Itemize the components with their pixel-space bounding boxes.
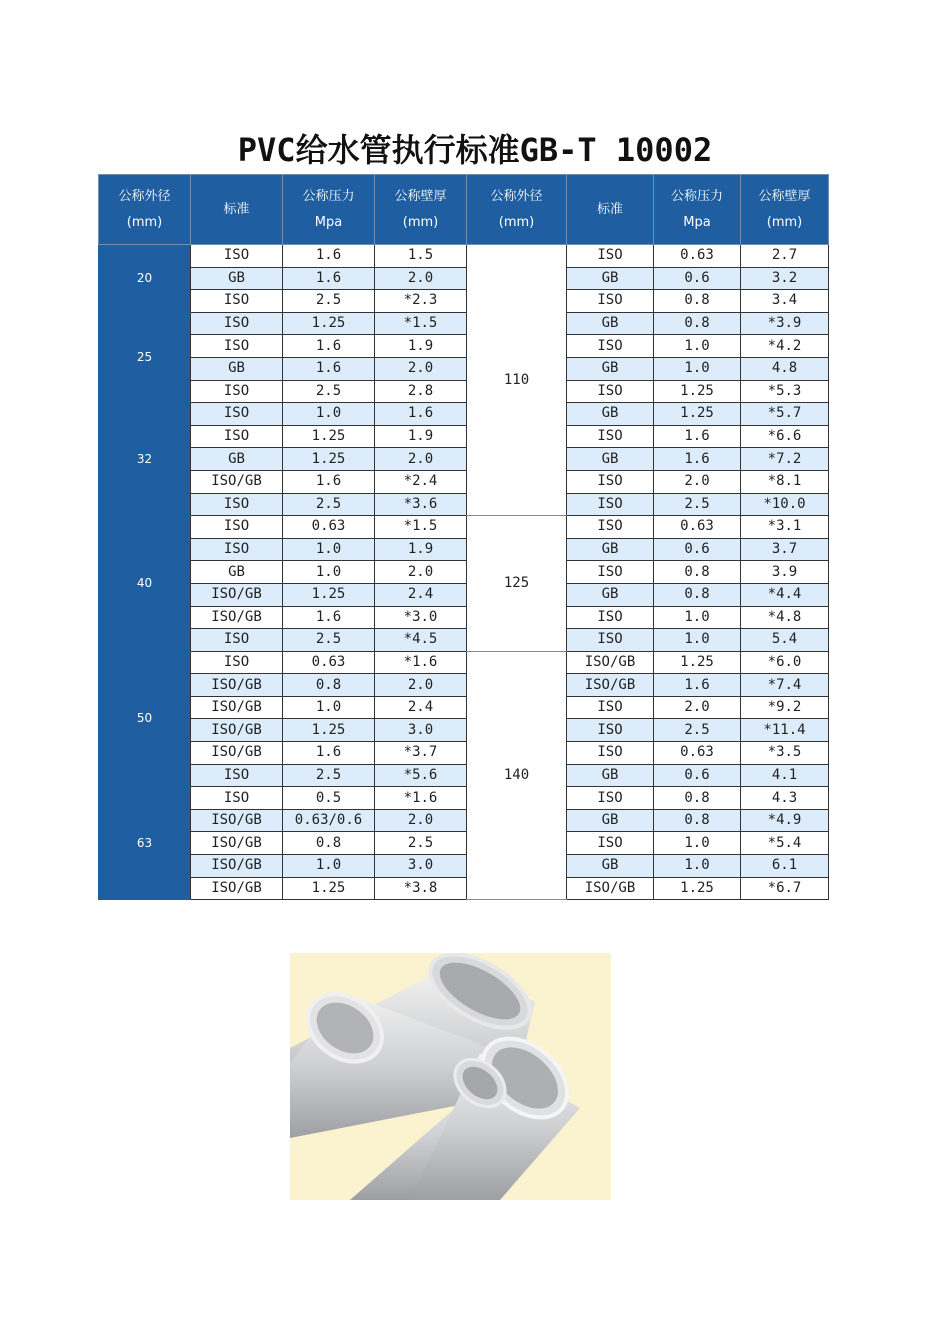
wall-thickness-cell: *4.2 <box>741 335 829 358</box>
pressure-cell: 1.25 <box>283 312 375 335</box>
standard-cell: ISO/GB <box>191 606 283 629</box>
wall-thickness-cell: 3.2 <box>741 267 829 290</box>
wall-thickness-cell: 2.0 <box>375 357 467 380</box>
table-row <box>99 425 829 448</box>
standard-cell: ISO/GB <box>191 742 283 765</box>
standard-cell: ISO <box>191 493 283 516</box>
wall-thickness-cell: 2.8 <box>375 380 467 403</box>
standard-cell: ISO/GB <box>191 877 283 900</box>
table-row <box>99 538 829 561</box>
table-row <box>99 651 829 674</box>
table-row <box>99 629 829 652</box>
standard-cell: ISO <box>567 832 654 855</box>
column-header <box>467 175 567 245</box>
pvc-pipes-image <box>290 953 611 1200</box>
wall-thickness-cell: *1.6 <box>375 651 467 674</box>
table-row <box>99 855 829 878</box>
standard-cell: ISO/GB <box>191 696 283 719</box>
wall-thickness-cell: *6.6 <box>741 425 829 448</box>
column-header-label: 公称外径 <box>118 188 171 204</box>
wall-thickness-cell: 1.9 <box>375 335 467 358</box>
table-row <box>99 290 829 313</box>
standard-cell: ISO <box>567 516 654 539</box>
outer-diameter-cell: 125 <box>467 516 567 652</box>
standard-cell: GB <box>567 855 654 878</box>
pressure-cell: 1.6 <box>654 448 741 471</box>
standard-cell: ISO <box>567 629 654 652</box>
column-header-unit: (mm) <box>498 214 535 230</box>
pressure-cell: 0.63/0.6 <box>283 809 375 832</box>
column-header-unit: (mm) <box>126 214 163 230</box>
standard-cell: ISO <box>567 245 654 268</box>
pressure-cell: 1.6 <box>654 425 741 448</box>
outer-diameter-cell: 40 <box>99 516 191 652</box>
standard-cell: ISO/GB <box>567 674 654 697</box>
standard-cell: ISO <box>567 470 654 493</box>
pressure-cell: 1.6 <box>283 267 375 290</box>
wall-thickness-cell: *7.2 <box>741 448 829 471</box>
table-row <box>99 335 829 358</box>
pressure-cell: 1.0 <box>654 606 741 629</box>
table-row <box>99 448 829 471</box>
standard-cell: ISO <box>567 380 654 403</box>
wall-thickness-cell: 2.4 <box>375 583 467 606</box>
wall-thickness-cell: *5.4 <box>741 832 829 855</box>
column-header-label: 公称外径 <box>490 188 543 204</box>
wall-thickness-cell: 3.0 <box>375 855 467 878</box>
wall-thickness-cell: *3.9 <box>741 312 829 335</box>
pvc-pipes-photo <box>290 953 611 1200</box>
standard-cell: ISO/GB <box>567 651 654 674</box>
pressure-cell: 1.0 <box>654 357 741 380</box>
column-header-label: 公称壁厚 <box>758 188 811 204</box>
pressure-cell: 0.6 <box>654 267 741 290</box>
wall-thickness-cell: *3.7 <box>375 742 467 765</box>
pressure-cell: 0.63 <box>283 516 375 539</box>
standard-cell: ISO <box>567 290 654 313</box>
wall-thickness-cell: *5.7 <box>741 403 829 426</box>
wall-thickness-cell: *2.3 <box>375 290 467 313</box>
outer-diameter-cell: 32 <box>99 403 191 516</box>
standard-cell: GB <box>567 403 654 426</box>
table-row <box>99 380 829 403</box>
wall-thickness-cell: *3.1 <box>741 516 829 539</box>
standard-cell: ISO <box>191 335 283 358</box>
pressure-cell: 1.0 <box>654 629 741 652</box>
table-body <box>99 245 829 900</box>
wall-thickness-cell: 5.4 <box>741 629 829 652</box>
wall-thickness-cell: 4.1 <box>741 764 829 787</box>
pressure-cell: 0.8 <box>654 561 741 584</box>
wall-thickness-cell: 2.0 <box>375 809 467 832</box>
standard-cell: GB <box>191 267 283 290</box>
wall-thickness-cell: 2.0 <box>375 561 467 584</box>
wall-thickness-cell: 4.8 <box>741 357 829 380</box>
pipe-spec-table <box>98 174 829 900</box>
wall-thickness-cell: *6.7 <box>741 877 829 900</box>
table-row <box>99 764 829 787</box>
wall-thickness-cell: *3.8 <box>375 877 467 900</box>
standard-cell: ISO <box>567 493 654 516</box>
standard-cell: ISO <box>191 425 283 448</box>
pressure-cell: 1.25 <box>283 448 375 471</box>
outer-diameter-cell: 25 <box>99 312 191 402</box>
wall-thickness-cell: 2.0 <box>375 267 467 290</box>
pressure-cell: 0.8 <box>654 312 741 335</box>
standard-cell: ISO <box>191 516 283 539</box>
standard-cell: GB <box>567 538 654 561</box>
wall-thickness-cell: 3.7 <box>741 538 829 561</box>
wall-thickness-cell: *2.4 <box>375 470 467 493</box>
table-row <box>99 674 829 697</box>
standard-cell: ISO <box>191 245 283 268</box>
outer-diameter-cell: 20 <box>99 245 191 313</box>
standard-cell: ISO <box>191 403 283 426</box>
pressure-cell: 1.25 <box>654 651 741 674</box>
column-header-label: 标准 <box>223 201 250 217</box>
standard-cell: ISO <box>567 719 654 742</box>
pressure-cell: 0.5 <box>283 787 375 810</box>
pressure-cell: 2.0 <box>654 696 741 719</box>
pressure-cell: 1.6 <box>283 606 375 629</box>
pressure-cell: 0.6 <box>654 538 741 561</box>
standard-cell: ISO <box>567 742 654 765</box>
wall-thickness-cell: 3.0 <box>375 719 467 742</box>
outer-diameter-cell: 50 <box>99 651 191 787</box>
pressure-cell: 1.6 <box>283 357 375 380</box>
wall-thickness-cell: 4.3 <box>741 787 829 810</box>
pressure-cell: 1.6 <box>283 245 375 268</box>
wall-thickness-cell: *3.5 <box>741 742 829 765</box>
pressure-cell: 1.6 <box>654 674 741 697</box>
standard-cell: ISO <box>191 380 283 403</box>
wall-thickness-cell: 1.9 <box>375 538 467 561</box>
table-row <box>99 787 829 810</box>
pressure-cell: 0.8 <box>283 674 375 697</box>
table-row <box>99 312 829 335</box>
wall-thickness-cell: 2.0 <box>375 674 467 697</box>
wall-thickness-cell: 2.7 <box>741 245 829 268</box>
standard-cell: ISO <box>567 425 654 448</box>
wall-thickness-cell: *6.0 <box>741 651 829 674</box>
wall-thickness-cell: 1.5 <box>375 245 467 268</box>
standard-cell: ISO/GB <box>191 470 283 493</box>
standard-cell: ISO <box>567 606 654 629</box>
standard-cell: ISO <box>191 290 283 313</box>
standard-cell: GB <box>567 583 654 606</box>
table-row <box>99 403 829 426</box>
column-header-unit: (mm) <box>766 214 803 230</box>
table-row <box>99 606 829 629</box>
pressure-cell: 1.0 <box>654 832 741 855</box>
standard-cell: ISO/GB <box>191 855 283 878</box>
column-header-label: 标准 <box>596 201 623 217</box>
column-header-unit: Mpa <box>683 214 711 230</box>
pressure-cell: 1.0 <box>654 855 741 878</box>
wall-thickness-cell: *7.4 <box>741 674 829 697</box>
wall-thickness-cell: 2.5 <box>375 832 467 855</box>
pressure-cell: 0.6 <box>654 764 741 787</box>
standard-cell: GB <box>567 357 654 380</box>
standard-cell: ISO/GB <box>191 832 283 855</box>
column-header <box>191 175 283 245</box>
wall-thickness-cell: 3.9 <box>741 561 829 584</box>
standard-cell: ISO <box>567 561 654 584</box>
column-header <box>375 175 467 245</box>
wall-thickness-cell: *9.2 <box>741 696 829 719</box>
table-row <box>99 696 829 719</box>
wall-thickness-cell: *4.8 <box>741 606 829 629</box>
wall-thickness-cell: *4.9 <box>741 809 829 832</box>
column-header-unit: (mm) <box>402 214 439 230</box>
pressure-cell: 1.25 <box>283 719 375 742</box>
pressure-cell: 1.0 <box>654 335 741 358</box>
table-row <box>99 470 829 493</box>
standard-cell: GB <box>191 448 283 471</box>
pressure-cell: 2.0 <box>654 470 741 493</box>
column-header <box>567 175 654 245</box>
standard-cell: ISO <box>191 787 283 810</box>
pressure-cell: 1.6 <box>283 470 375 493</box>
outer-diameter-cell: 110 <box>467 245 567 516</box>
wall-thickness-cell: *1.5 <box>375 516 467 539</box>
pressure-cell: 1.6 <box>283 335 375 358</box>
pressure-cell: 1.0 <box>283 403 375 426</box>
standard-cell: GB <box>191 561 283 584</box>
wall-thickness-cell: 1.6 <box>375 403 467 426</box>
wall-thickness-cell: *3.6 <box>375 493 467 516</box>
pressure-cell: 1.0 <box>283 855 375 878</box>
table-row <box>99 877 829 900</box>
pressure-cell: 0.63 <box>654 516 741 539</box>
column-header-label: 公称压力 <box>302 188 355 204</box>
standard-cell: ISO <box>191 538 283 561</box>
wall-thickness-cell: *4.5 <box>375 629 467 652</box>
standard-cell: ISO <box>191 629 283 652</box>
table-row <box>99 719 829 742</box>
pressure-cell: 1.0 <box>283 538 375 561</box>
standard-cell: ISO <box>191 764 283 787</box>
column-header-unit: Mpa <box>314 214 343 230</box>
table-row <box>99 245 829 268</box>
pressure-cell: 0.8 <box>654 583 741 606</box>
pressure-cell: 0.63 <box>283 651 375 674</box>
table-row <box>99 832 829 855</box>
pressure-cell: 1.25 <box>654 877 741 900</box>
pressure-cell: 0.63 <box>654 245 741 268</box>
standard-cell: ISO <box>191 312 283 335</box>
table-row <box>99 493 829 516</box>
standard-cell: GB <box>191 357 283 380</box>
column-header <box>654 175 741 245</box>
table-row <box>99 267 829 290</box>
standard-cell: ISO/GB <box>191 809 283 832</box>
wall-thickness-cell: *8.1 <box>741 470 829 493</box>
wall-thickness-cell: *1.5 <box>375 312 467 335</box>
wall-thickness-cell: 6.1 <box>741 855 829 878</box>
wall-thickness-cell: 3.4 <box>741 290 829 313</box>
pressure-cell: 1.0 <box>283 561 375 584</box>
pressure-cell: 1.25 <box>283 877 375 900</box>
pressure-cell: 0.8 <box>654 290 741 313</box>
pressure-cell: 2.5 <box>283 380 375 403</box>
table-row <box>99 516 829 539</box>
pressure-cell: 2.5 <box>654 719 741 742</box>
standard-cell: ISO <box>567 335 654 358</box>
pressure-cell: 1.6 <box>283 742 375 765</box>
pressure-cell: 2.5 <box>283 493 375 516</box>
pressure-cell: 0.8 <box>654 787 741 810</box>
wall-thickness-cell: *5.6 <box>375 764 467 787</box>
standard-cell: ISO <box>191 651 283 674</box>
outer-diameter-cell: 140 <box>467 651 567 900</box>
pressure-cell: 2.5 <box>283 764 375 787</box>
pressure-cell: 1.25 <box>654 380 741 403</box>
table-header-row <box>99 175 829 245</box>
pressure-cell: 0.8 <box>283 832 375 855</box>
page-title: PVC给水管执行标准GB-T 10002 <box>237 131 713 169</box>
wall-thickness-cell: *1.6 <box>375 787 467 810</box>
wall-thickness-cell: *4.4 <box>741 583 829 606</box>
standard-cell: ISO <box>567 696 654 719</box>
pressure-cell: 1.0 <box>283 696 375 719</box>
table-row <box>99 357 829 380</box>
table-row <box>99 583 829 606</box>
standard-cell: ISO <box>567 787 654 810</box>
column-header <box>99 175 191 245</box>
wall-thickness-cell: *3.0 <box>375 606 467 629</box>
table-row <box>99 561 829 584</box>
wall-thickness-cell: 1.9 <box>375 425 467 448</box>
table-row <box>99 809 829 832</box>
standard-cell: ISO/GB <box>191 719 283 742</box>
pressure-cell: 2.5 <box>654 493 741 516</box>
wall-thickness-cell: *10.0 <box>741 493 829 516</box>
standard-cell: GB <box>567 448 654 471</box>
standard-cell: ISO/GB <box>191 583 283 606</box>
column-header-label: 公称压力 <box>670 188 723 204</box>
column-header-label: 公称壁厚 <box>394 188 447 204</box>
pressure-cell: 1.25 <box>283 425 375 448</box>
column-header <box>283 175 375 245</box>
pressure-cell: 0.8 <box>654 809 741 832</box>
table-row <box>99 742 829 765</box>
standard-cell: GB <box>567 312 654 335</box>
pressure-cell: 2.5 <box>283 290 375 313</box>
standard-cell: GB <box>567 267 654 290</box>
standard-cell: ISO/GB <box>567 877 654 900</box>
pressure-cell: 0.63 <box>654 742 741 765</box>
wall-thickness-cell: 2.0 <box>375 448 467 471</box>
pressure-cell: 1.25 <box>654 403 741 426</box>
pressure-cell: 1.25 <box>283 583 375 606</box>
wall-thickness-cell: *5.3 <box>741 380 829 403</box>
wall-thickness-cell: *11.4 <box>741 719 829 742</box>
standard-cell: GB <box>567 764 654 787</box>
wall-thickness-cell: 2.4 <box>375 696 467 719</box>
outer-diameter-cell: 63 <box>99 787 191 900</box>
standard-cell: ISO/GB <box>191 674 283 697</box>
pressure-cell: 2.5 <box>283 629 375 652</box>
standard-cell: GB <box>567 809 654 832</box>
column-header <box>741 175 829 245</box>
